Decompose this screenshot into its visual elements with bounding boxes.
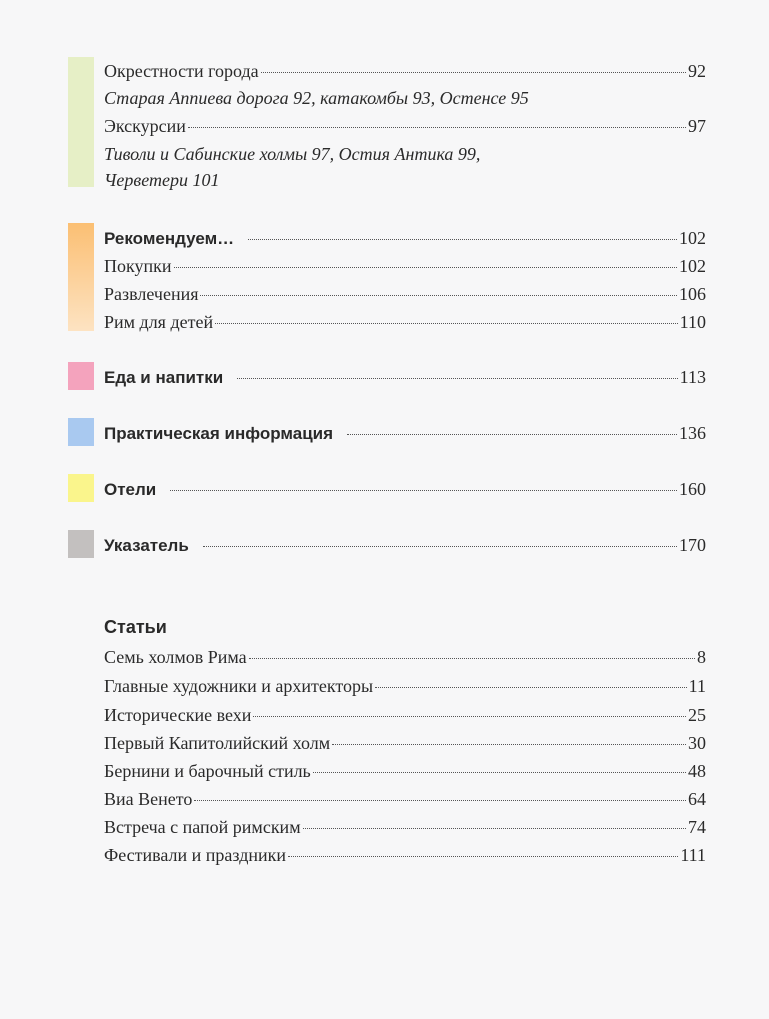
article-page: 8 (697, 647, 706, 667)
article-page: 48 (688, 761, 706, 781)
toc-entry-page: 110 (679, 312, 706, 332)
dot-leader (248, 239, 677, 240)
toc-entry-label: Еда и напитки (104, 368, 224, 387)
toc-entry-practical (104, 422, 706, 445)
article-page: 74 (688, 817, 706, 837)
toc-entry-label: Рекомендуем… (104, 229, 235, 248)
toc-entry-label: Покупки (104, 256, 172, 276)
toc-entry-label: Указатель (104, 536, 189, 555)
toc-subentries-environs: Старая Аппиева дорога 92, катакомбы 93, Остенсе 95 (104, 88, 529, 108)
article-label: Виа Венето (104, 789, 193, 809)
toc-entry-page: 113 (679, 367, 706, 387)
toc-entry-kids (104, 311, 706, 333)
dot-leader (303, 828, 686, 829)
article-page: 25 (688, 705, 706, 725)
article-entry (104, 760, 706, 782)
article-entry (104, 732, 706, 754)
article-label: Главные художники и архитекторы (104, 676, 374, 696)
toc-entry-label: Отели (104, 480, 157, 499)
dot-leader (203, 546, 677, 547)
toc-entry-page: 102 (679, 256, 706, 276)
section-color-bar-gray (68, 530, 94, 558)
toc-entry-recommend (104, 227, 706, 250)
toc-subentries-excursions-1: Тиволи и Сабинские холмы 97, Остия Антика 99, (104, 144, 481, 164)
toc-entry-page: 92 (688, 61, 706, 81)
toc-entry-food (104, 366, 706, 389)
article-entry (104, 675, 706, 697)
dot-leader (375, 687, 687, 688)
toc-entry-label: Рим для детей (104, 312, 214, 332)
dot-leader (261, 72, 686, 73)
toc-entry-label: Развлечения (104, 284, 199, 304)
article-page: 30 (688, 733, 706, 753)
articles-heading: Статьи (104, 617, 167, 637)
toc-entry-page: 97 (688, 116, 706, 136)
dot-leader (174, 267, 678, 268)
dot-leader (347, 434, 677, 435)
dot-leader (200, 295, 677, 296)
article-entry (104, 704, 706, 726)
toc-entry-page: 160 (679, 479, 706, 499)
dot-leader (313, 772, 686, 773)
article-label: Бернини и барочный стиль (104, 761, 311, 781)
dot-leader (194, 800, 686, 801)
toc-entry-label: Практическая информация (104, 424, 334, 443)
article-entry (104, 788, 706, 810)
article-entry (104, 844, 706, 866)
toc-subentries-excursions-2: Черветери 101 (104, 170, 220, 190)
article-label: Первый Капитолийский холм (104, 733, 331, 753)
dot-leader (249, 658, 695, 659)
article-page: 11 (688, 676, 706, 696)
section-color-bar-yellow (68, 474, 94, 502)
section-color-bar-green (68, 57, 94, 187)
toc-entry-label: Экскурсии (104, 116, 186, 136)
dot-leader (253, 716, 686, 717)
section-color-bar-blue (68, 418, 94, 446)
toc-entry-hotels (104, 478, 706, 501)
article-page: 111 (680, 845, 706, 865)
article-entry (104, 816, 706, 838)
dot-leader (288, 856, 678, 857)
toc-entry-page: 106 (679, 284, 706, 304)
dot-leader (188, 127, 686, 128)
toc-entry-index (104, 534, 706, 557)
toc-entry-page: 170 (679, 535, 706, 555)
dot-leader (215, 323, 678, 324)
article-page: 64 (688, 789, 706, 809)
article-label: Исторические вехи (104, 705, 252, 725)
toc-entry-environs (104, 60, 706, 82)
toc-entry-page: 102 (679, 228, 706, 248)
article-label: Фестивали и праздники (104, 845, 287, 865)
toc-entry-excursions (104, 115, 706, 137)
toc-entry-label: Окрестности города (104, 61, 259, 81)
section-color-bar-orange (68, 223, 94, 331)
article-label: Встреча с папой римским (104, 817, 301, 837)
toc-entry-shopping (104, 255, 706, 277)
article-entry (104, 646, 706, 668)
section-color-bar-pink (68, 362, 94, 390)
toc-entry-entertainment (104, 283, 706, 305)
dot-leader (332, 744, 686, 745)
toc-entry-page: 136 (679, 423, 706, 443)
article-label: Семь холмов Рима (104, 647, 247, 667)
dot-leader (237, 378, 677, 379)
dot-leader (170, 490, 677, 491)
